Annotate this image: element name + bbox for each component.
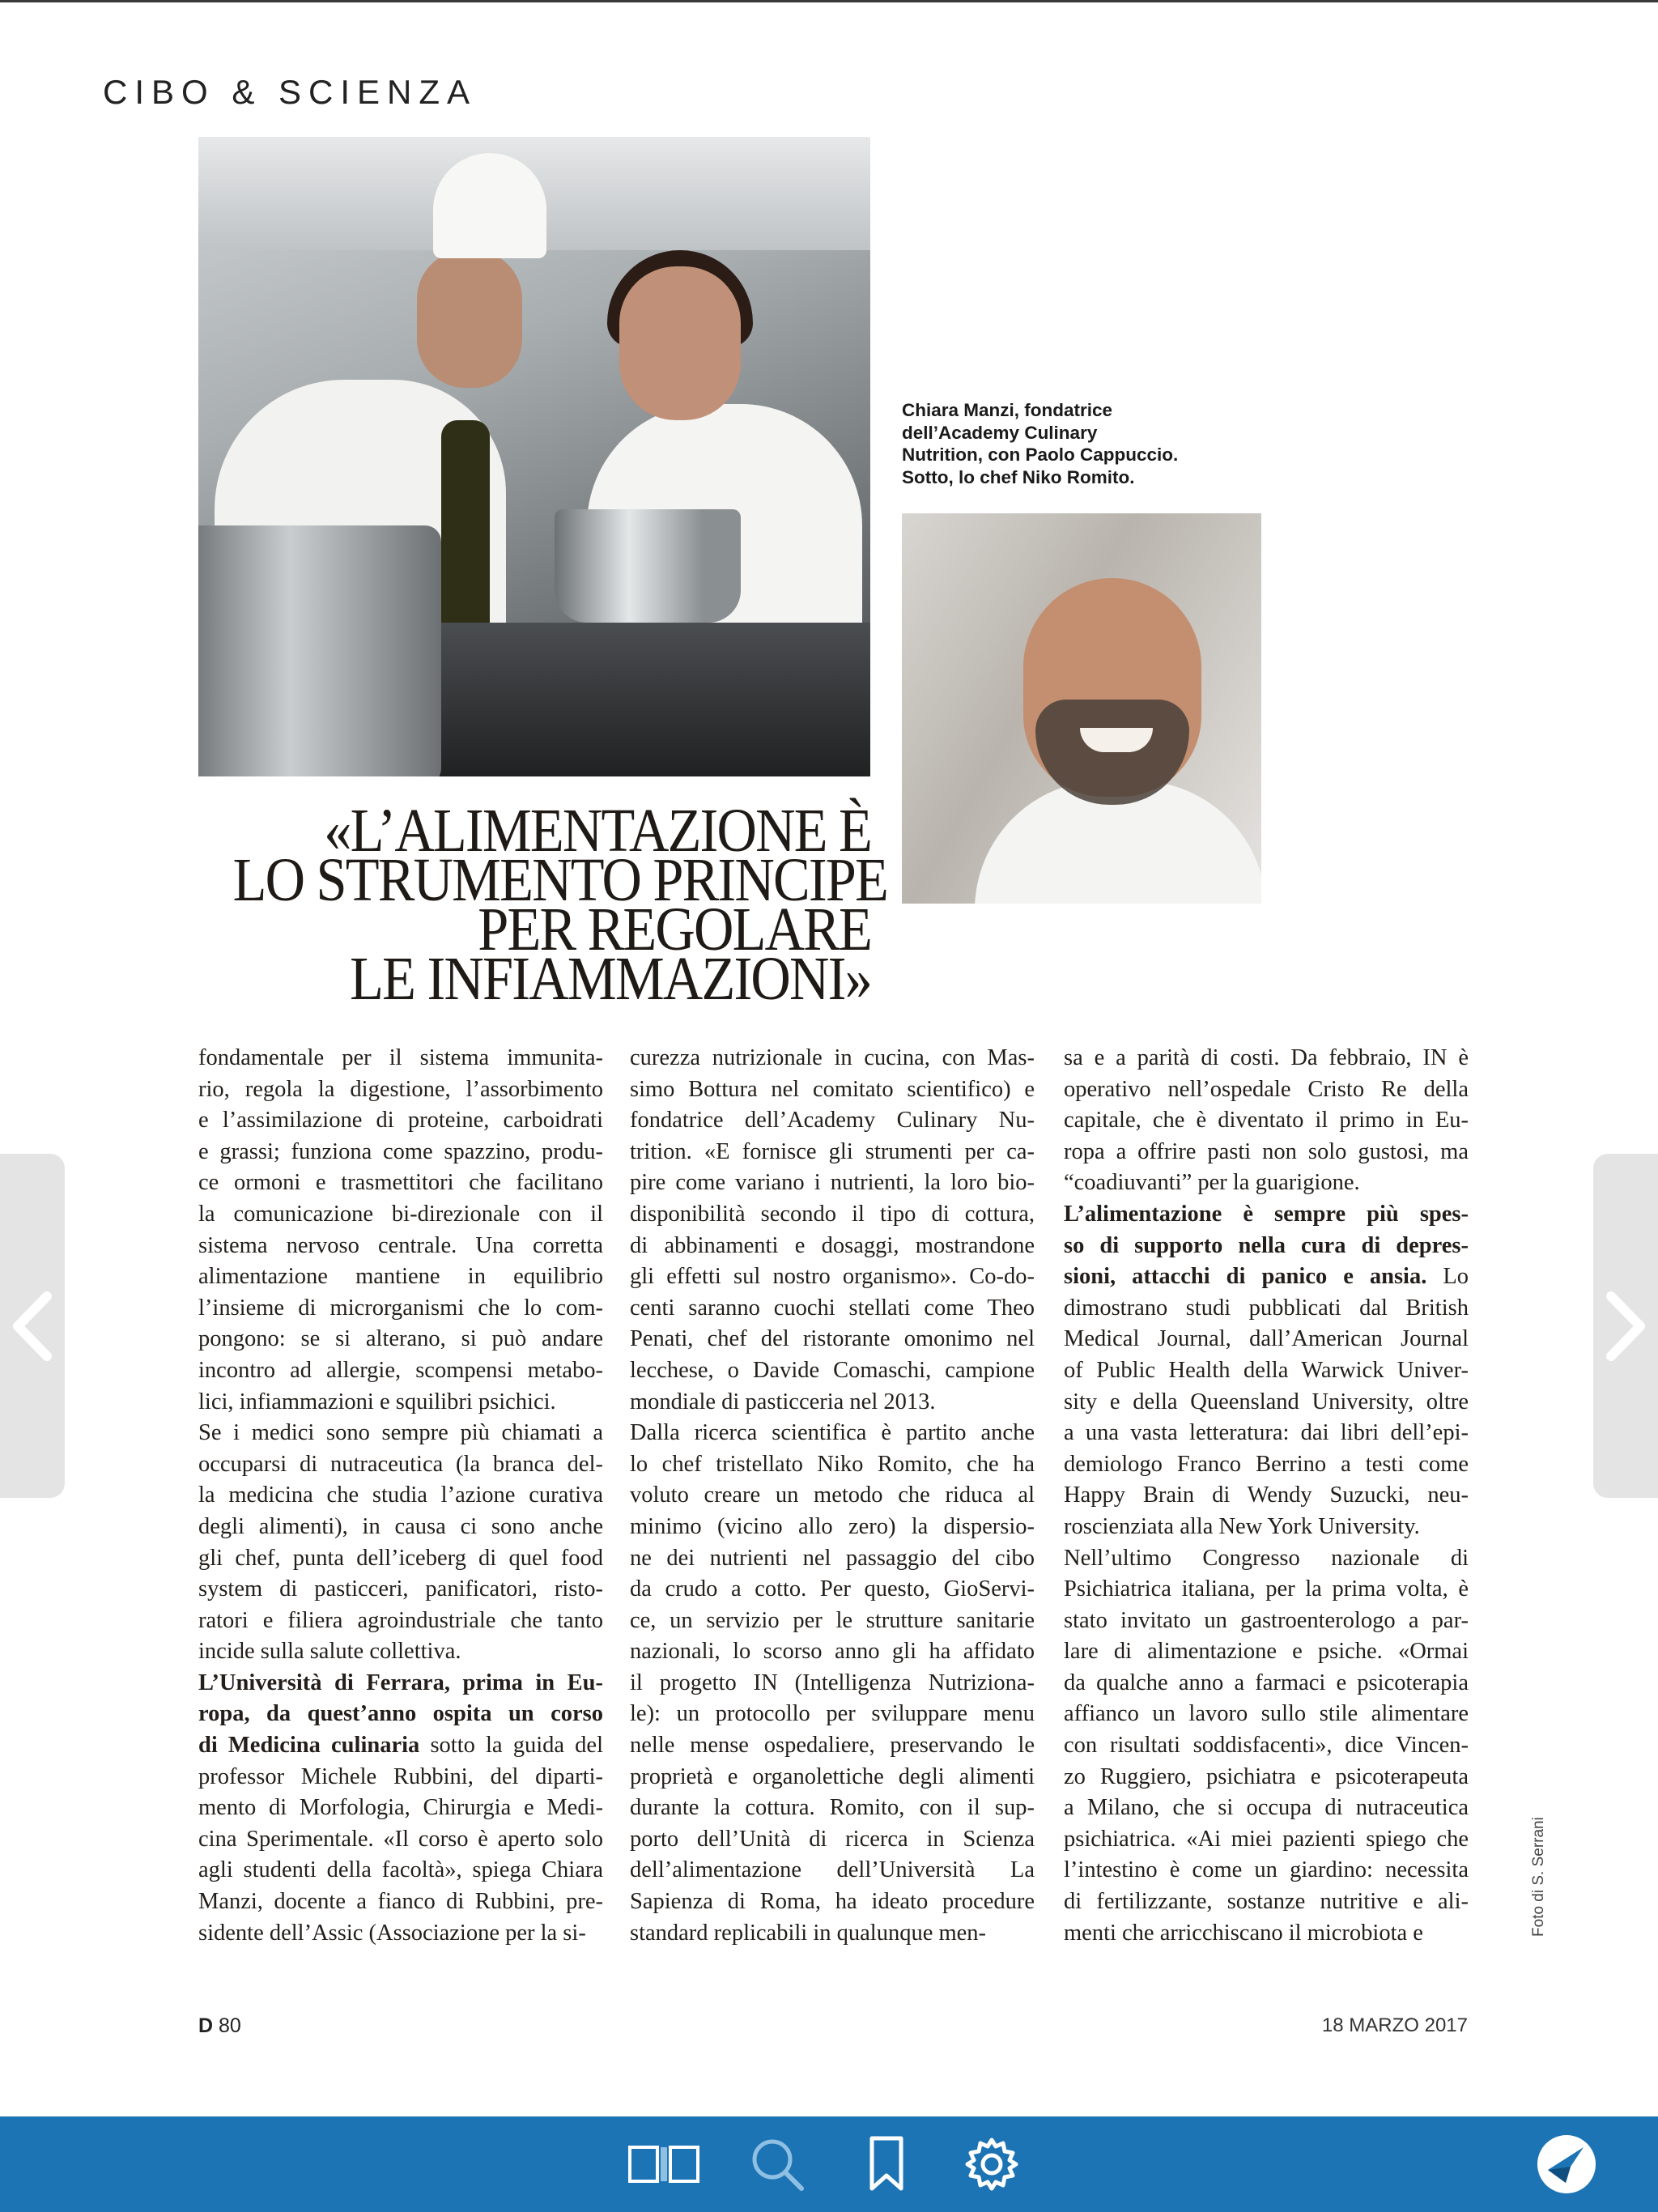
previous-page-button[interactable]	[0, 1154, 65, 1498]
article-line: fondamentale per il sistema immunita-	[198, 1045, 603, 1070]
article-column-3	[1064, 1043, 1469, 1949]
article-line: roscienziata alla New York University.	[1064, 1513, 1420, 1539]
article-line: L’alimentazione è sempre più spes-	[1064, 1201, 1469, 1227]
article-line: menti che arricchiscano il microbiota e	[1064, 1920, 1423, 1946]
article-line: voluto creare un metodo che riduca al	[630, 1482, 1035, 1508]
article-line: pongono: se si alterano, si può andare	[198, 1326, 603, 1352]
article-line: Dalla ricerca scientifica è partito anche	[630, 1420, 1035, 1446]
article-line: operativo nell’ospedale Cristo Re della	[1064, 1076, 1469, 1102]
page-folio	[198, 2014, 241, 2038]
article-line: ropa, da quest’anno ospita un corso	[198, 1701, 603, 1727]
bottom-toolbar	[0, 2116, 1658, 2212]
article-column-2	[630, 1043, 1035, 1949]
article-line: of Public Health della Warwick Univer-	[1064, 1357, 1469, 1383]
article-line: ratori e filiera agroindustriale che tanto	[198, 1607, 603, 1633]
article-headline	[232, 797, 888, 1013]
article-line: Penati, chef del ristorante omonimo nel	[630, 1326, 1035, 1352]
article-line: gli chef, punta dell’iceberg di quel food	[198, 1545, 603, 1571]
article-line: mondiale di pasticceria nel 2013.	[630, 1389, 936, 1414]
article-line: trition. «E fornisce gli strumenti per ca-	[630, 1138, 1035, 1164]
article-line: l’insieme di microrganismi che lo com-	[198, 1295, 603, 1321]
page-number: 80	[219, 2014, 241, 2037]
article-line: demiologo Franco Berrino a testi come	[1064, 1451, 1469, 1477]
compass-icon	[1535, 2133, 1598, 2196]
article-line: con risultati soddisfacenti», dice Vincen-	[1064, 1733, 1469, 1759]
article-line: le): un protocollo per sviluppare menu	[630, 1701, 1035, 1727]
article-line: rio, regola la digestione, l’assorbimento	[198, 1076, 603, 1102]
headline-line: «L’ALIMENTAZIONE È	[324, 797, 871, 865]
article-line: lo chef tristellato Niko Romito, che ha	[630, 1451, 1035, 1477]
article-line: da crudo a cotto. Per questo, GioServi-	[630, 1576, 1035, 1602]
article-line: alimentazione mantiene in equilibrio	[198, 1264, 603, 1290]
article-line: nazionali, lo scorso anno gli ha affidato	[630, 1639, 1035, 1665]
pages-button[interactable]	[623, 2133, 704, 2196]
headline-line: PER REGOLARE	[478, 895, 871, 963]
article-line: Se i medici sono sempre più chiamati a	[198, 1420, 603, 1446]
caption-line: Chiara Manzi, fondatrice	[902, 400, 1113, 420]
article-line: l’intestino è come un giardino: necessita	[1064, 1857, 1469, 1883]
article-line: incontro ad allergie, scompensi metabo-	[198, 1357, 603, 1383]
article-line: durante la cottura. Romito, con il sup-	[630, 1795, 1035, 1821]
article-line: Manzi, docente a fianco di Rubbini, pre-	[198, 1889, 603, 1915]
pages-icon	[625, 2142, 703, 2186]
navigate-button[interactable]	[1530, 2133, 1603, 2196]
article-line: ce ormoni e trasmettitori che facilitano	[198, 1170, 603, 1196]
article-line: stato invitato un gastroenterologo a par-	[1064, 1607, 1469, 1633]
article-line: mento di Morfologia, Chirurgia e Medi-	[198, 1795, 603, 1821]
article-line: lare di alimentazione e psiche. «Ormai	[1064, 1639, 1469, 1665]
article-line: di Medicina culinaria sotto la guida del	[198, 1733, 603, 1759]
article-line: e grassi; funziona come spazzino, produ-	[198, 1138, 603, 1164]
photo-caption	[902, 399, 1242, 488]
article-line: a Milano, che si occupa di nutraceutica	[1064, 1795, 1469, 1821]
article-line: curezza nutrizionale in cucina, con Mas-	[630, 1045, 1035, 1070]
article-line: standard replicabili in qualunque men-	[630, 1920, 987, 1946]
article-line: ce, un servizio per le strutture sanitarie	[630, 1607, 1035, 1633]
caption-line: Nutrition, con Paolo Cappuccio.	[902, 445, 1179, 465]
article-line: system di pasticceri, panificatori, risto-	[198, 1576, 603, 1602]
article-line: nelle mense ospedaliere, preservando le	[630, 1733, 1035, 1759]
article-line: Sapienza di Roma, ha ideato procedure	[630, 1889, 1035, 1915]
article-line: a una vasta letteratura: dai libri dell’epi-	[1064, 1420, 1469, 1446]
article-line: fondatrice dell’Academy Culinary Nu-	[630, 1108, 1035, 1134]
article-line: ne dei nutrienti nel passaggio del cibo	[630, 1545, 1035, 1571]
article-line: dell’alimentazione dell’Università La	[630, 1857, 1035, 1883]
article-line: Medical Journal, dall’American Journal	[1064, 1326, 1469, 1352]
settings-button[interactable]	[959, 2133, 1024, 2196]
article-line: la medicina che studia l’azione curativa	[198, 1482, 603, 1508]
top-border	[0, 0, 1658, 2]
article-line: Happy Brain di Wendy Suzucki, neu-	[1064, 1482, 1469, 1508]
section-label: CIBO & SCIENZA	[103, 73, 478, 111]
bookmark-icon	[867, 2135, 906, 2193]
article-line: di abbinamenti e dosaggi, mostrandone	[630, 1232, 1035, 1258]
caption-line: Sotto, lo chef Niko Romito.	[902, 466, 1135, 487]
article-line: da qualche anno a farmaci e psicoterapia	[1064, 1670, 1469, 1695]
issue-date: 18 MARZO 2017	[1321, 2014, 1468, 2036]
article-line: sa e a parità di costi. Da febbraio, IN è	[1064, 1045, 1469, 1070]
next-page-button[interactable]	[1593, 1154, 1658, 1498]
article-line: proprietà e organolettiche degli alimenti	[630, 1763, 1035, 1789]
article-line: cina Sperimentale. «Il corso è aperto solo	[198, 1826, 603, 1852]
article-line: agli studenti della facoltà», spiega Chiara	[198, 1857, 603, 1883]
article-line: sistema nervoso centrale. Una corretta	[198, 1232, 603, 1258]
article-line: degli alimenti), in causa ci sono anche	[198, 1513, 603, 1539]
gear-icon	[963, 2135, 1021, 2193]
article-line: so di supporto nella cura di depres-	[1064, 1232, 1469, 1258]
article-line: incide sulla salute collettiva.	[198, 1639, 461, 1665]
article-line: “coadiuvanti” per la guarigione.	[1064, 1170, 1360, 1196]
article-line: simo Bottura nel comitato scientifico) e	[630, 1076, 1035, 1102]
article-line: psichiatrica. «Ai miei pazienti spiego che	[1064, 1826, 1469, 1852]
chevron-left-icon	[10, 1290, 55, 1363]
article-line: e l’assimilazione di proteine, carboidrati	[198, 1108, 603, 1134]
article-line: lici, infiammazioni e squilibri psichici.	[198, 1389, 556, 1414]
article-line: gli effetti sul nostro organismo». Co-do-	[630, 1264, 1035, 1290]
article-line: la comunicazione bi-direzionale con il	[198, 1201, 603, 1227]
caption-line: dell’Academy Culinary	[902, 422, 1098, 443]
bookmark-button[interactable]	[858, 2133, 915, 2196]
article-line: sity e della Queensland University, oltre	[1064, 1389, 1469, 1414]
article-line: sioni, attacchi di panico e ansia. Lo	[1064, 1264, 1469, 1290]
article-line: occuparsi di nutraceutica (la branca del-	[198, 1451, 603, 1477]
headline-line: LE INFIAMMAZIONI»	[350, 945, 871, 1013]
article-line: capitale, che è diventato il primo in Eu-	[1064, 1108, 1469, 1134]
article-line: Psichiatrica italiana, per la prima volta, è	[1064, 1576, 1469, 1602]
search-icon	[748, 2135, 806, 2193]
article-line: ropa a offrire pasti non solo gustosi, ma	[1064, 1138, 1469, 1164]
article-line: dimostrano studi pubblicati dal British	[1064, 1295, 1469, 1321]
article-line: zo Ruggiero, psichiatra e psicoterapeuta	[1064, 1763, 1469, 1789]
folio-mark: D	[198, 2014, 214, 2037]
article-line: lecchese, o Davide Comaschi, campione	[630, 1357, 1035, 1383]
portrait-photo	[902, 513, 1261, 904]
article-line: centi saranno cuochi stellati come Theo	[630, 1295, 1035, 1321]
article-line: professor Michele Rubbini, del diparti-	[198, 1763, 603, 1789]
article-column-1	[198, 1043, 603, 1949]
article-line: minimo (vicino allo zero) la dispersio-	[630, 1513, 1035, 1539]
article-line: porto dell’Unità di ricerca in Scienza	[630, 1826, 1035, 1852]
article-line: L’Università di Ferrara, prima in Eu-	[198, 1670, 603, 1695]
article-line: Nell’ultimo Congresso nazionale di	[1064, 1545, 1469, 1571]
article-line: pire come variano i nutrienti, la loro bio-	[630, 1170, 1035, 1196]
article-line: di fertilizzante, sostanze nutritive e ali-	[1064, 1889, 1469, 1915]
article-line: disponibilità secondo il tipo di cottura,	[630, 1201, 1035, 1227]
headline-line: LO STRUMENTO PRINCIPE	[232, 846, 888, 914]
photo-credit: Foto di S. Serrani	[1530, 1817, 1547, 1937]
kitchen-photo	[198, 137, 870, 776]
article-line: il progetto IN (Intelligenza Nutriziona-	[630, 1670, 1035, 1695]
article-line: sidente dell’Assic (Associazione per la si-	[198, 1920, 586, 1946]
article-line: affianco un lavoro sullo stile alimentare	[1064, 1701, 1469, 1727]
chevron-right-icon	[1603, 1290, 1648, 1363]
search-button[interactable]	[745, 2133, 810, 2196]
